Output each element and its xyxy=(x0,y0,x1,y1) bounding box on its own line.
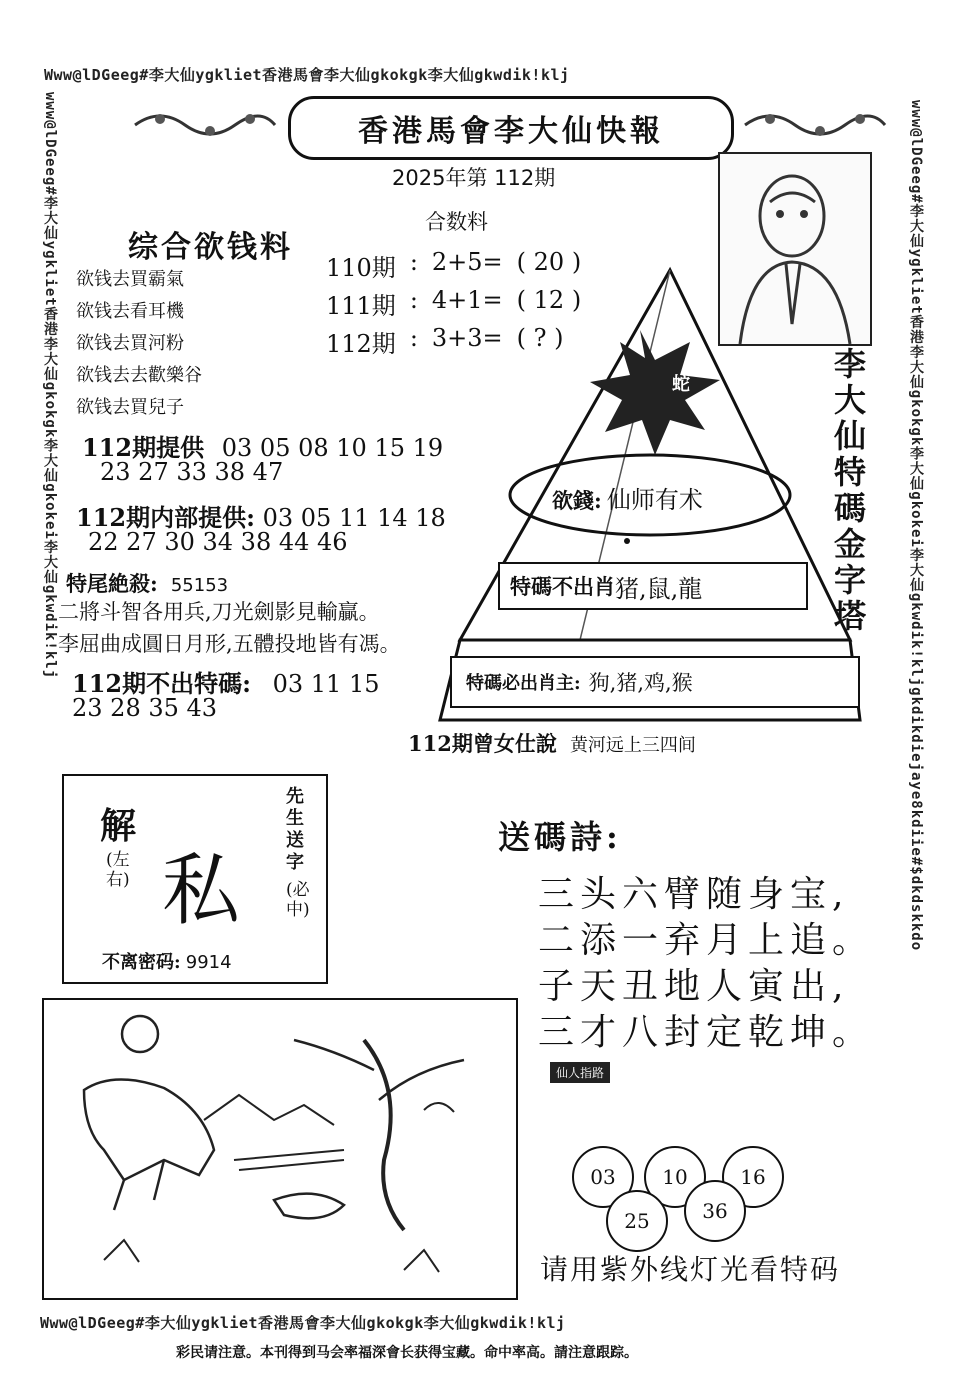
provide-label: 112期提供 xyxy=(82,433,205,462)
riddle-right-sub: (必中) xyxy=(286,880,310,920)
sum-formula: 4+1= xyxy=(431,286,503,314)
riddle-code-row xyxy=(102,948,232,974)
riddle-left-sub: (左右) xyxy=(106,850,130,890)
poem-stamp: 仙人指路 xyxy=(550,1062,610,1083)
sum-period: 110期 xyxy=(326,254,396,282)
riddle-box xyxy=(62,774,328,984)
saying-value: 黄河远上三四间 xyxy=(569,735,696,756)
bottom-border-text: Www@lDGeeg#李大仙ygkliet香港馬會李大仙gkokgk李大仙gkwdik!klj xyxy=(40,1314,566,1332)
no-out-zodiac-box xyxy=(498,562,808,610)
illustration-box xyxy=(42,998,518,1300)
left-border-text: www@lDGeeg#李大仙ygkliet香港李大仙gkokgk李大仙gkokei李大仙gkwdik!klj xyxy=(42,92,58,680)
tail-kill-row xyxy=(66,568,228,598)
poem-heading: 送碼詩: xyxy=(498,818,622,856)
riddle-code-value: 9914 xyxy=(185,952,232,973)
sum-formula: 3+3= xyxy=(431,324,503,352)
sum-label: 合数料 xyxy=(425,210,488,234)
pyramid-side-title: 李大仙特碼金字塔 xyxy=(834,345,867,635)
sum-result: ( ? ) xyxy=(516,324,564,352)
internal-numbers-2: 22 27 30 34 38 44 46 xyxy=(88,528,348,556)
top-border-text: Www@lDGeeg#李大仙ygkliet香港馬會李大仙gkokgk李大仙gkwdik!klj xyxy=(44,66,570,84)
verse-line-1: 二將斗智各用兵,刀光劍影見輸贏。 xyxy=(58,600,380,624)
poem-line-4: 三才八封定乾坤。 xyxy=(538,1012,875,1053)
list-item: 欲钱去買河粉 xyxy=(76,333,184,354)
list-item: 欲钱去買霸氣 xyxy=(76,269,184,290)
issue-number: 2025年第 112期 xyxy=(392,166,556,190)
no-out-label: 特碼不出肖 xyxy=(510,574,615,599)
must-out-label: 特碼必出肖主: xyxy=(466,673,581,694)
provide-numbers-2: 23 27 33 38 47 xyxy=(100,458,284,486)
poem-line-3: 子天丑地人寅出, xyxy=(538,966,850,1007)
pyramid-money-value: 仙师有术 xyxy=(606,486,703,514)
not-out-numbers: 03 11 15 xyxy=(272,670,380,698)
tail-kill-label: 特尾絶殺: xyxy=(66,571,158,596)
lucky-ball: 16 xyxy=(722,1146,784,1208)
riddle-char: 私 xyxy=(162,846,241,936)
riddle-left-label: 解 xyxy=(100,805,137,847)
tail-kill-value: 55153 xyxy=(170,575,229,596)
must-out-zodiac-box xyxy=(450,656,860,708)
lucky-ball: 25 xyxy=(606,1190,668,1252)
footer-note: 彩民请注意。本刊得到马会率福深會长获得宝藏。命中率高。請注意跟踪。 xyxy=(176,1345,638,1361)
not-out-label: 112期不出特碼: xyxy=(72,669,251,698)
landscape-illustration-icon xyxy=(44,1000,516,1298)
must-out-value: 狗,猪,鸡,猴 xyxy=(588,671,693,695)
pyramid-money-row xyxy=(552,480,703,515)
sum-sep: : xyxy=(409,324,418,352)
saying-row xyxy=(408,728,696,758)
internal-numbers: 03 05 11 14 18 xyxy=(262,504,446,532)
uv-note: 请用紫外线灯光看特码 xyxy=(540,1253,841,1286)
pyramid-money-label: 欲錢: xyxy=(552,488,602,513)
sum-period: 112期 xyxy=(326,330,396,358)
riddle-code-label: 不离密码: xyxy=(102,952,181,973)
no-out-value: 猪,鼠,龍 xyxy=(615,574,703,603)
flourish-left-icon xyxy=(130,105,280,145)
burst-text: 蛇 xyxy=(672,374,690,395)
page-title: 香港馬會李大仙快報 xyxy=(288,96,734,160)
list-item: 欲钱去看耳機 xyxy=(76,301,184,322)
sum-result: ( 20 ) xyxy=(516,248,582,276)
sum-sep: : xyxy=(409,286,418,314)
verse-line-2: 李屈曲成圓日月形,五體投地皆有馮。 xyxy=(58,632,401,656)
lucky-ball: 36 xyxy=(684,1180,746,1242)
poem-line-1: 三头六臂随身宝, xyxy=(538,874,850,915)
sum-period: 111期 xyxy=(326,292,396,320)
flourish-right-icon xyxy=(740,105,890,145)
sum-result: ( 12 ) xyxy=(516,286,582,314)
provide-numbers: 03 05 08 10 15 19 xyxy=(221,434,444,462)
money-heading: 综合欲钱料 xyxy=(128,230,293,265)
sum-sep: : xyxy=(409,248,418,276)
saying-label: 112期曾女仕說 xyxy=(408,731,557,756)
sum-formula: 2+5= xyxy=(431,248,503,276)
lucky-ball: 03 xyxy=(572,1146,634,1208)
lucky-ball: 10 xyxy=(644,1146,706,1208)
list-item: 欲钱去買兒子 xyxy=(76,397,184,418)
not-out-numbers-2: 23 28 35 43 xyxy=(72,694,218,722)
internal-label: 112期内部提供: xyxy=(76,503,255,532)
right-border-text: www@lDGeeg#李大仙ygkliet香港李大仙gkokgk李大仙gkokei李大仙gkwdik!kljgkdikdiejaye8kdiie#$dkdskkdo xyxy=(908,100,924,952)
poem-line-2: 二添一弃月上追。 xyxy=(538,920,875,961)
money-list xyxy=(76,264,202,424)
list-item: 欲钱去去歡樂谷 xyxy=(76,365,202,386)
riddle-right-label: 先生送字 xyxy=(286,786,304,873)
